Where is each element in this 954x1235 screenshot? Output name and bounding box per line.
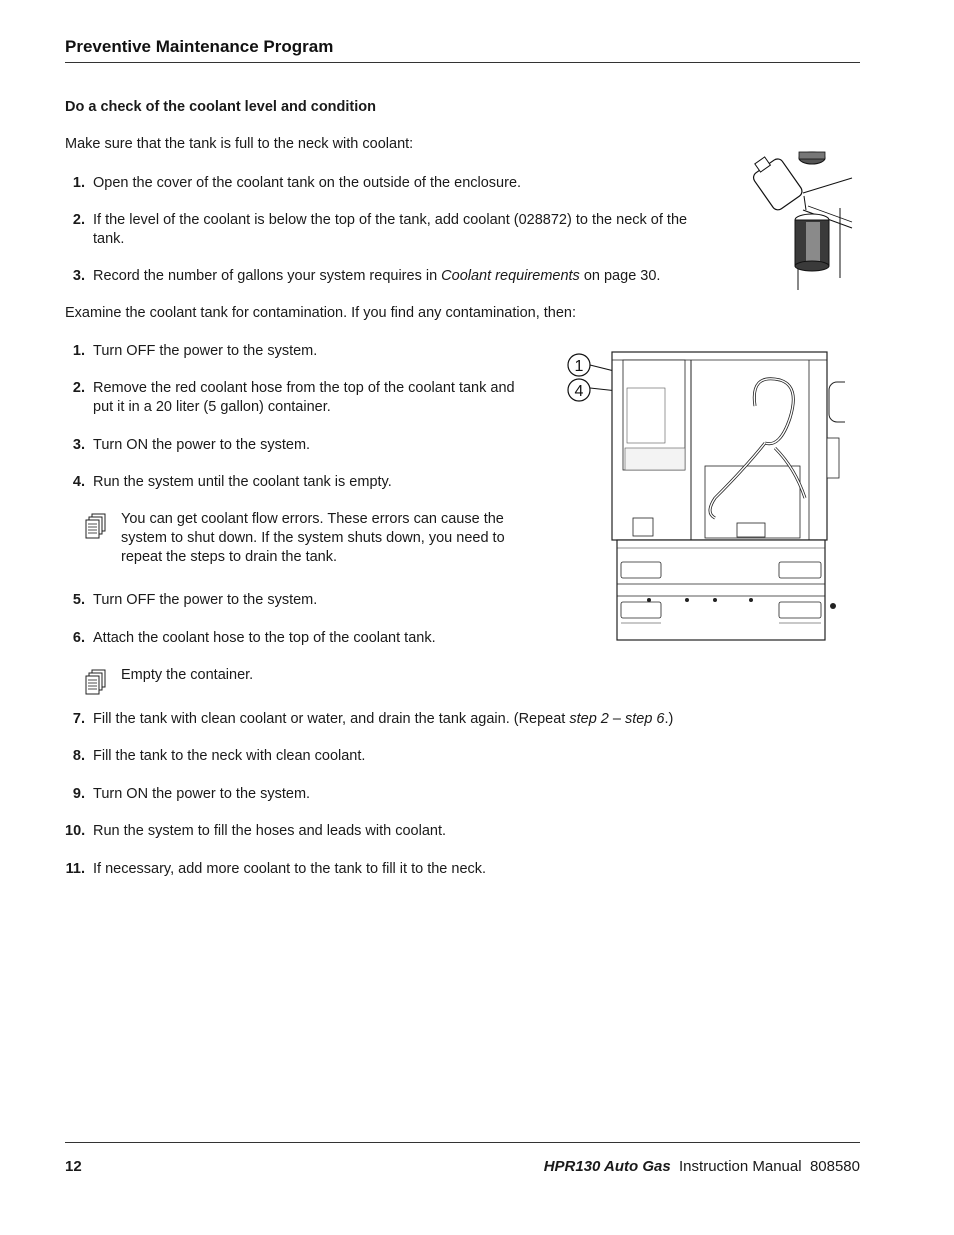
- step-number: 1.: [72, 343, 85, 359]
- step-text-part: on page 30.: [579, 268, 661, 284]
- step-number: 11.: [65, 861, 85, 877]
- cross-reference: step 6: [625, 711, 665, 727]
- step-number: 2.: [72, 212, 85, 228]
- step-text: If the level of the coolant is below the top of the tank, add coolant (028872) to the neck of the tank.: [93, 212, 688, 247]
- enclosure-illustration: [565, 348, 845, 643]
- callout-label: 1: [574, 358, 584, 375]
- step-number: 2.: [72, 380, 85, 396]
- coolant-tank-illustration: [748, 148, 858, 290]
- cross-reference: Coolant requirements: [441, 268, 580, 284]
- step-text-part: Fill the tank with clean coolant or water, and drain the tank again. (Repeat: [93, 711, 570, 727]
- step-text-part: –: [608, 711, 625, 727]
- step-text: Run the system until the coolant tank is empty.: [93, 474, 392, 490]
- step-text: [93, 710, 853, 729]
- step-number: 5.: [72, 592, 85, 608]
- step-number: 1.: [72, 175, 85, 191]
- step-number: 4.: [72, 474, 85, 490]
- contamination-paragraph: Examine the coolant tank for contamination. If you find any contamination, then:: [65, 305, 577, 321]
- part-number: 808580: [809, 1158, 860, 1175]
- page-number: 12: [65, 1158, 82, 1175]
- note-text: Empty the container.: [121, 667, 254, 683]
- step-number: 3.: [72, 437, 85, 453]
- step-text-part: .): [664, 711, 674, 727]
- step-text: Turn OFF the power to the system.: [93, 343, 318, 359]
- note-icon: [85, 513, 107, 541]
- step-text: If necessary, add more coolant to the tank to fill it to the neck.: [93, 861, 487, 877]
- note-icon: [85, 669, 107, 697]
- intro-paragraph: Make sure that the tank is full to the neck with coolant:: [65, 136, 414, 152]
- footer-doc-info: [544, 1158, 860, 1175]
- step-number: 10.: [65, 823, 86, 839]
- step-text: Turn ON the power to the system.: [93, 437, 311, 453]
- step-text: Run the system to fill the hoses and leads with coolant.: [93, 823, 447, 839]
- step-text: Turn ON the power to the system.: [93, 786, 311, 802]
- step-text: Remove the red coolant hose from the top of the coolant tank and put it in a 20 liter (5 gallon) container.: [93, 380, 515, 415]
- step-text: Open the cover of the coolant tank on the outside of the enclosure.: [93, 175, 522, 191]
- step-text: Turn OFF the power to the system.: [93, 592, 318, 608]
- step-text: Fill the tank to the neck with clean coolant.: [93, 748, 366, 764]
- cross-reference: step 2: [569, 711, 609, 727]
- step-number: 3.: [72, 268, 85, 284]
- step-text-part: Record the number of gallons your system requires in: [93, 268, 442, 284]
- page-header-title: Preventive Maintenance Program: [65, 37, 334, 56]
- product-name: HPR130 Auto Gas: [543, 1158, 671, 1175]
- section-title: Do a check of the coolant level and condition: [65, 99, 376, 115]
- note-text: You can get coolant flow errors. These errors can cause the system to shut down. If the system shuts down, you need to repeat the steps to drain the tank.: [121, 511, 505, 565]
- step-number: 7.: [72, 711, 85, 727]
- step-text: [93, 267, 723, 286]
- header-rule: [65, 62, 860, 63]
- step-number: 9.: [72, 786, 85, 802]
- step-text: Attach the coolant hose to the top of the coolant tank.: [93, 630, 436, 646]
- callout-label: 4: [574, 383, 584, 400]
- footer-rule: [65, 1142, 860, 1143]
- document-type: Instruction Manual: [679, 1158, 802, 1175]
- step-number: 6.: [72, 630, 85, 646]
- step-number: 8.: [72, 748, 85, 764]
